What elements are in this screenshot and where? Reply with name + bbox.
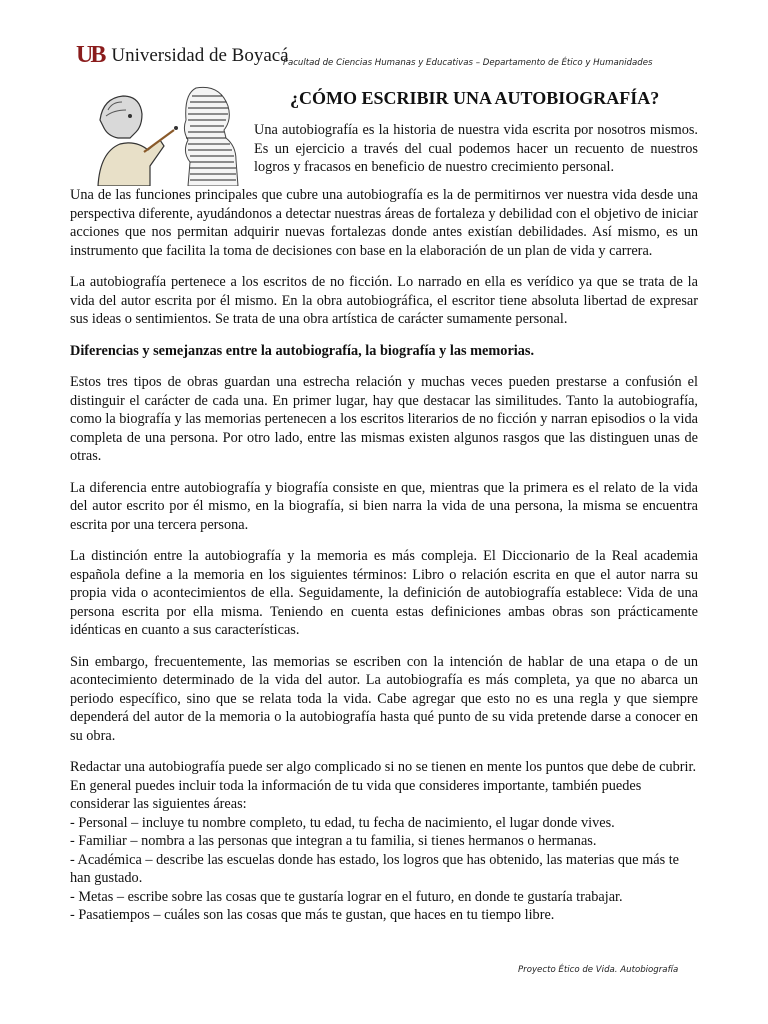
university-logo (76, 42, 289, 69)
page-title: ¿CÓMO ESCRIBIR UNA AUTOBIOGRAFÍA? (290, 88, 660, 108)
document-body (70, 186, 698, 925)
paragraph: Una de las funciones principales que cubre una autobiografía es la de permitirnos ver nuestra vida desde una perspectiva diferente, ayudándonos a detectar nuestras áreas de fortaleza y debilidad con el objetivo de iniciar acciones que nos permitan adquirir nuevas fortalezas donde antes existían debilidades. Así mismo, es un instrumento que facilita la toma de decisiones con base en la elaboración de un plan de vida y carrera. (70, 187, 698, 259)
list-intro: Redactar una autobiografía puede ser algo complicado si no se tienen en mente los puntos que debe de cubrir. En general puedes incluir toda la información de tu vida que consideres importante, también puedes considerar las siguientes áreas: (70, 759, 697, 812)
list-item: - Metas – escribe sobre las cosas que te gustaría lograr en el futuro, en donde te gustaría trabajar. (70, 888, 623, 905)
list-item: - Familiar – nombra a las personas que integran a tu familia, si tienes hermanos o hermanas. (70, 833, 597, 849)
paragraph: Sin embargo, frecuentemente, las memorias se escriben con la intención de hablar de una etapa o de un acontecimiento determinado de la vida del autor. La autobiografía es más completa, ya que no abarca un periodo específico, sino que se relata toda la vida. Cabe agregar que esto no es una regla y que siempre dependerá del autor de la memoria o la autobiografía hasta qué punto de su vida pretende darse a conocer en su obra. (70, 653, 698, 744)
faculty-header: Facultad de Ciencias Humanas y Educativas – Departamento de Ético y Humanidades (283, 58, 653, 68)
paragraph: La autobiografía pertenece a los escritos de no ficción. Lo narrado en ella es verídico ya que se trata de la vida del autor escrita por él mismo. En la obra autobiográfica, el escritor tiene absoluta libertad de expresar sus ideas o sentimientos. Se trata de una obra artística de carácter sumamente personal. (70, 274, 698, 327)
paragraph: La diferencia entre autobiografía y biografía consiste en que, mientras que la primera es el relato de la vida del autor escrito por él mismo, en la biografía, si bien narra la vida de una persona, la misma se encuentra escrita por una tercera persona. (70, 479, 698, 533)
list-item: - Personal – incluye tu nombre completo, tu edad, tu fecha de nacimiento, el lugar donde vives. (70, 814, 615, 831)
self-portrait-illustration (78, 80, 250, 186)
areas-list (70, 758, 698, 925)
logo-text: Universidad de Boyacá (111, 44, 289, 66)
paragraph: Estos tres tipos de obras guardan una estrecha relación y muchas veces pueden prestarse a confusión el distinguir el carácter de cada una. En primer lugar, hay que destacar las similitudes. Tanto la autobiografía, como la biografía y las memorias pertenecen a los escritos literarios de no ficción y narran episodios o la vida completa de una persona. Por otro lado, entre las mismas existen algunos rasgos que las distinguen unas de otras. (70, 374, 698, 464)
paragraph: La distinción entre la autobiografía y la memoria es más compleja. El Diccionario de la Real academia española define a la memoria en los siguientes términos: Libro o relación escrita en que el autor narra su propia vida o acontecimientos de ella. Seguidamente, la definición de autobiografía establece: Vida de una persona escrita por ella misma. Teniendo en cuenta estas definiciones ambas obras son prácticamente idénticas en cuanto a sus características. (70, 548, 698, 638)
section-heading: Diferencias y semejanzas entre la autobiografía, la biografía y las memorias. (70, 342, 535, 359)
logo-mark: UB (76, 42, 104, 68)
page-footer: Proyecto Ético de Vida. Autobiografía (518, 965, 679, 975)
intro-paragraph: Una autobiografía es la historia de nuestra vida escrita por nosotros mismos. Es un ejercicio a través del cual podemos hacer un recuento de nuestros logros y fracasos en beneficio de nuestro crecimiento personal. (254, 122, 698, 175)
list-item: - Pasatiempos – cuáles son las cosas que más te gustan, que haces en tu tiempo libre. (70, 907, 555, 923)
list-item: - Académica – describe las escuelas donde has estado, los logros que has obtenido, las materias que más te han gustado. (70, 851, 680, 886)
